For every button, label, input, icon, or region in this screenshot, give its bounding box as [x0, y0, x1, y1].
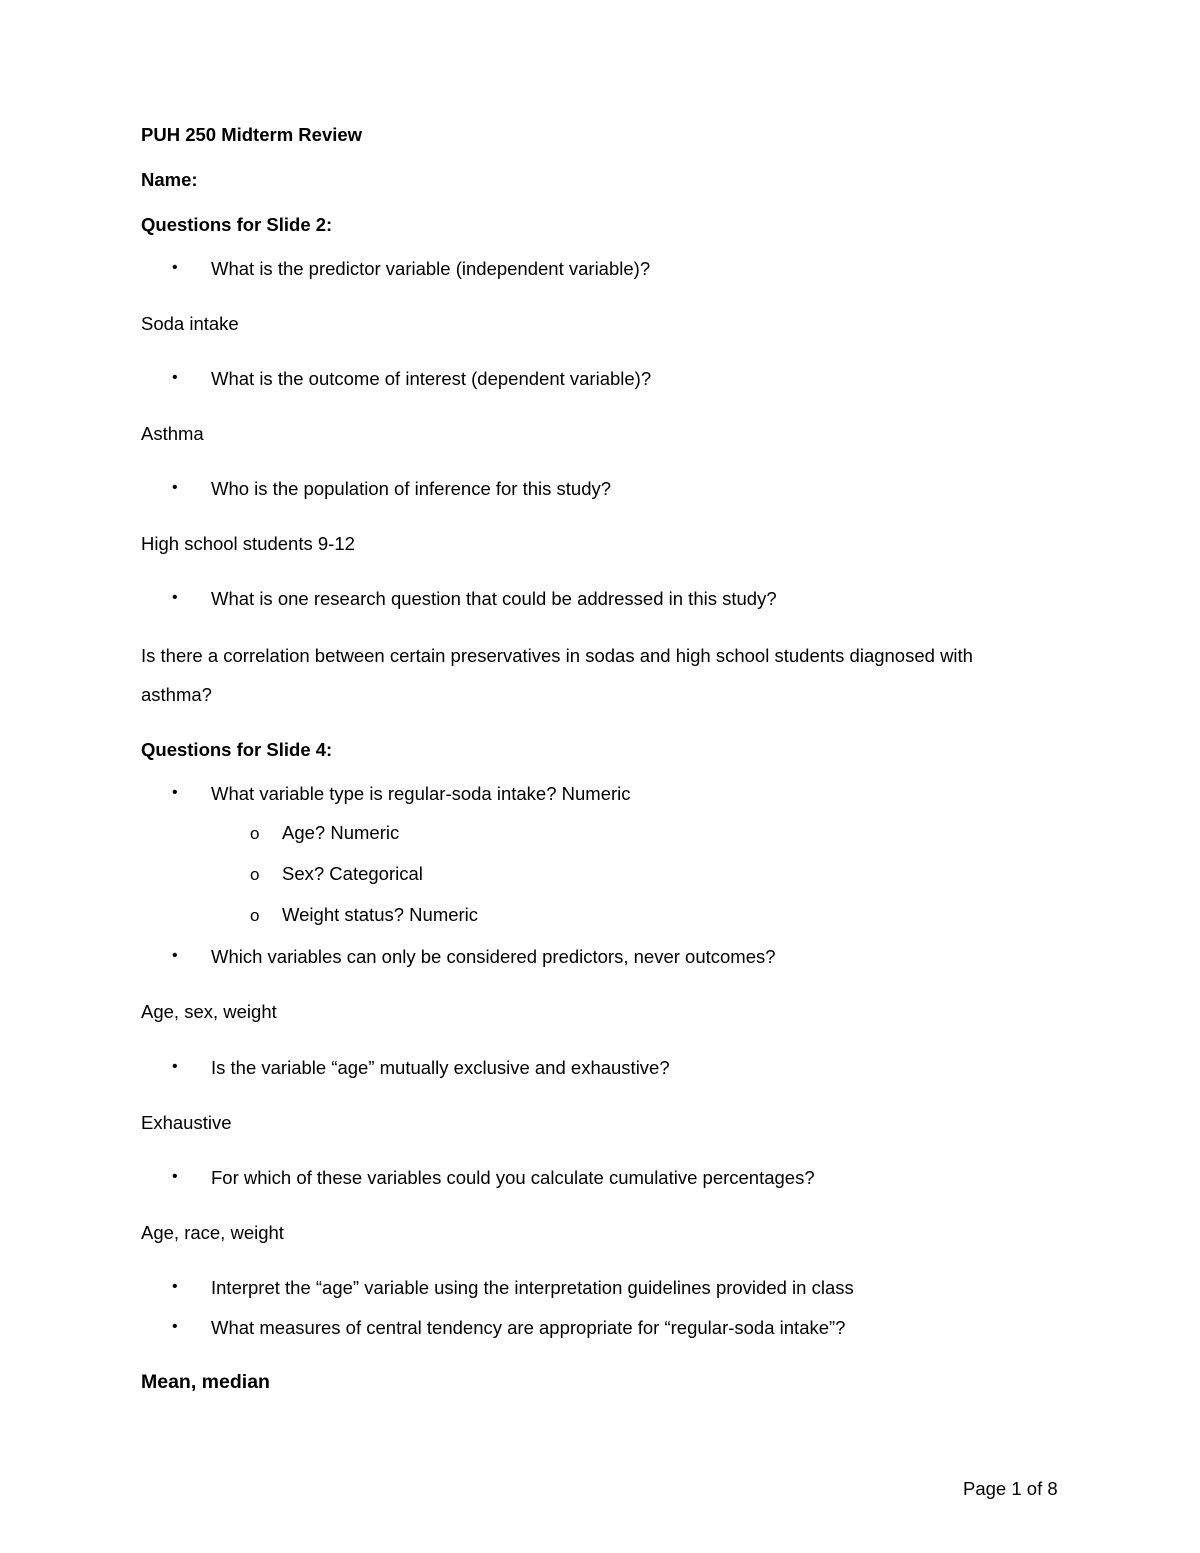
answer-central-tendency: Mean, median [141, 1371, 270, 1393]
question-age-exclusive: Is the variable “age” mutually exclusive and exhaustive? [211, 1057, 670, 1078]
answer-research-line-2: asthma? [141, 684, 212, 705]
question-central-tendency: What measures of central tendency are appropriate for “regular-soda intake”? [211, 1317, 846, 1338]
sub-bullet-icon: o [250, 824, 260, 843]
document-title: PUH 250 Midterm Review [141, 124, 363, 145]
name-label: Name: [141, 169, 198, 190]
question-interpret-age: Interpret the “age” variable using the interpretation guidelines provided in class [211, 1277, 854, 1298]
bullet-icon: • [172, 1278, 178, 1295]
sub-bullet-icon: o [250, 906, 260, 925]
sub-item-age: Age? Numeric [282, 822, 400, 843]
bullet-icon: • [172, 784, 178, 801]
answer-age-exclusive: Exhaustive [141, 1112, 232, 1133]
section-heading-slide-2: Questions for Slide 2: [141, 214, 333, 235]
bullet-icon: • [172, 369, 178, 386]
bullet-icon: • [172, 1168, 178, 1185]
answer-outcome: Asthma [141, 423, 204, 444]
answer-cumulative: Age, race, weight [141, 1222, 284, 1243]
answer-predictor: Soda intake [141, 313, 239, 334]
question-predictors-only: Which variables can only be considered predictors, never outcomes? [211, 946, 776, 967]
bullet-icon: • [172, 947, 178, 964]
question-cumulative: For which of these variables could you calculate cumulative percentages? [211, 1167, 815, 1188]
question-variable-type: What variable type is regular-soda intake? Numeric [211, 783, 631, 804]
sub-bullet-icon: o [250, 865, 260, 884]
question-predictor: What is the predictor variable (independent variable)? [211, 258, 651, 279]
sub-item-weight-status: Weight status? Numeric [282, 904, 479, 925]
section-heading-slide-4: Questions for Slide 4: [141, 739, 333, 760]
bullet-icon: • [172, 259, 178, 276]
page-number: Page 1 of 8 [963, 1477, 1058, 1499]
bullet-icon: • [172, 1058, 178, 1075]
bullet-icon: • [172, 1318, 178, 1335]
bullet-icon: • [172, 589, 178, 606]
answer-predictors-only: Age, sex, weight [141, 1001, 277, 1022]
answer-research-line-1: Is there a correlation between certain preservatives in sodas and high school students diagnosed with [141, 645, 973, 666]
question-outcome: What is the outcome of interest (dependent variable)? [211, 368, 652, 389]
sub-item-sex: Sex? Categorical [282, 863, 423, 884]
question-research: What is one research question that could be addressed in this study? [211, 588, 777, 609]
question-population: Who is the population of inference for this study? [211, 478, 612, 499]
bullet-icon: • [172, 479, 178, 496]
answer-population: High school students 9-12 [141, 533, 355, 554]
